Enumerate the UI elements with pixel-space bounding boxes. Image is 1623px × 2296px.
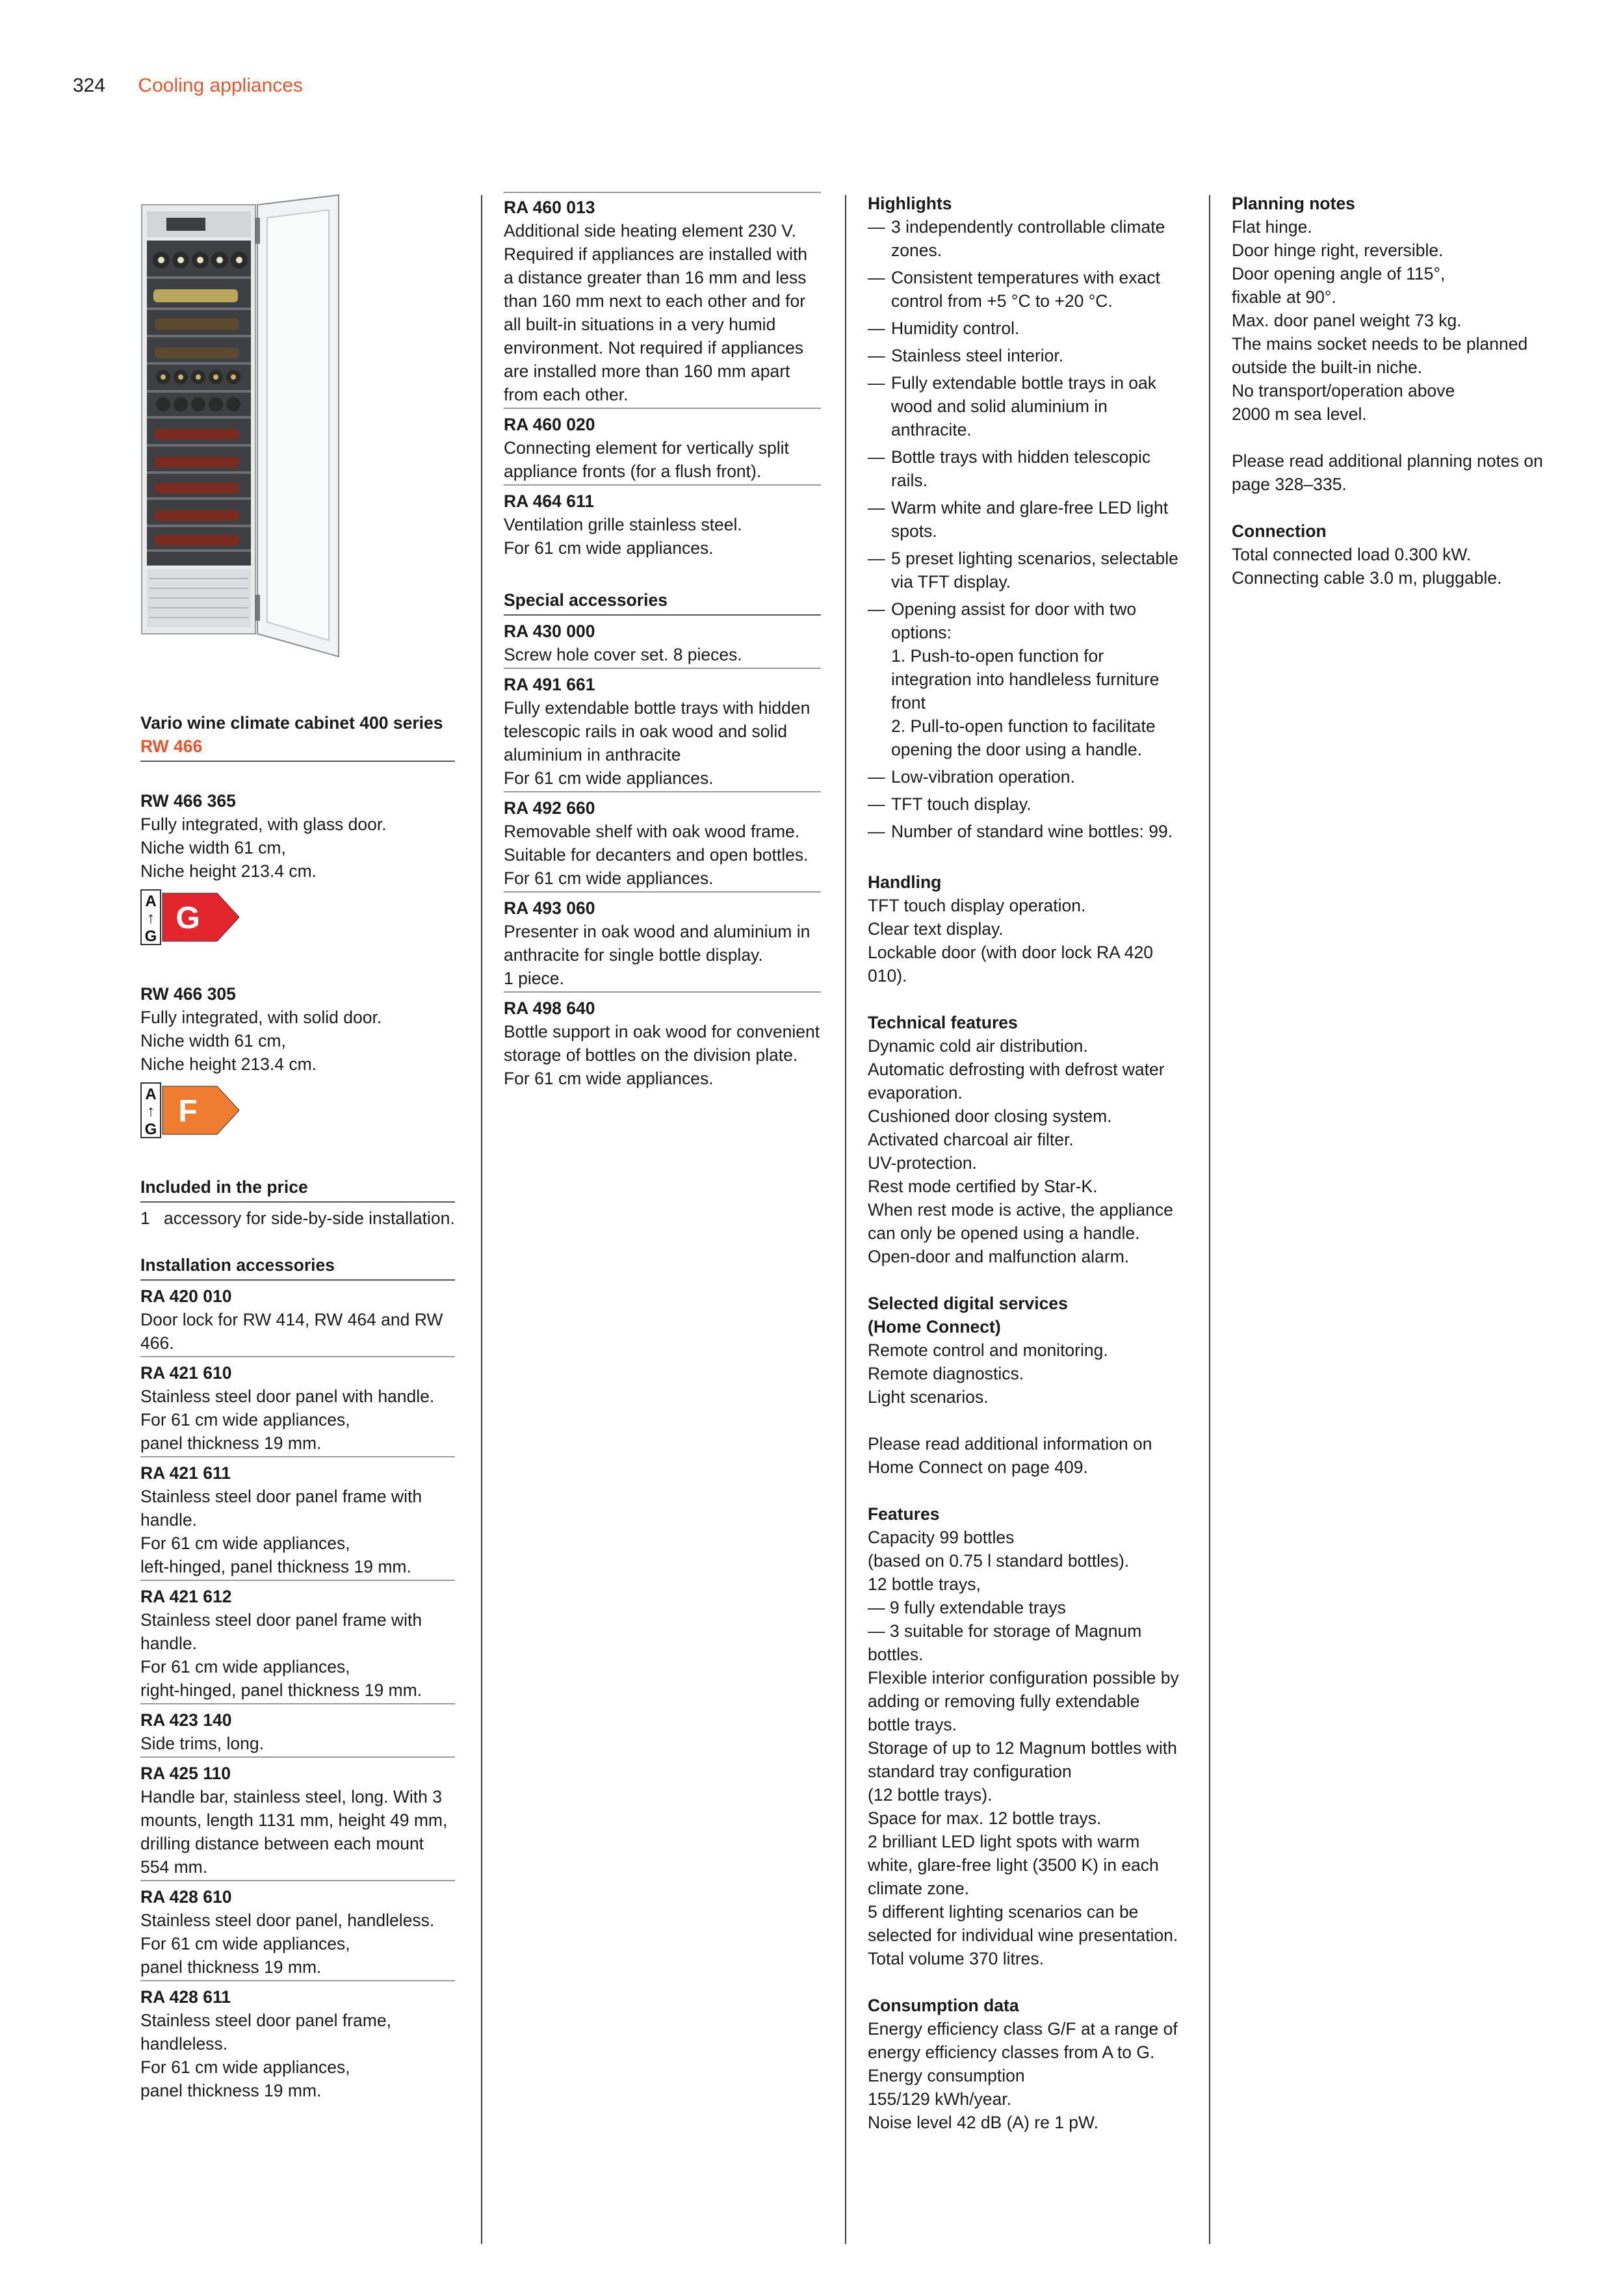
accessory-description: panel thickness 19 mm. xyxy=(140,1433,322,1453)
accessory-code: RA 493 060 xyxy=(504,898,595,918)
accessory-description: left-hinged, panel thickness 19 mm. xyxy=(140,1557,411,1576)
column-4 xyxy=(1232,192,1557,590)
energy-scale-arrow: ↑ xyxy=(147,909,155,927)
variant-line: Niche height 213.4 cm. xyxy=(140,861,317,881)
accessory-description: Additional side heating element 230 V. Required if appliances are installed with a distance greater than 16 mm and less than 160 mm next to each other and for all built-in situations in a very humid environment. Not required if appliances are installed more than 160 mm apart from each other. xyxy=(504,221,807,404)
energy-class-letter: F xyxy=(178,1094,198,1128)
features-heading: Features xyxy=(868,1504,940,1524)
page-header xyxy=(73,73,303,99)
highlight-text: 2. Pull-to-open function to facilitate opening the door using a handle. xyxy=(891,716,1156,759)
accessory-code: RA 460 013 xyxy=(504,198,595,217)
column-2 xyxy=(504,192,821,1095)
highlight-item xyxy=(868,496,1185,543)
text-line: UV-protection. xyxy=(868,1153,977,1173)
dash-bullet-icon: — xyxy=(868,346,885,365)
accessory-code: RA 430 000 xyxy=(504,621,595,641)
text-line: TFT touch display operation. xyxy=(868,896,1086,915)
accessory-item xyxy=(504,796,821,893)
accessory-item xyxy=(504,620,821,669)
accessory-description: Side trims, long. xyxy=(140,1734,264,1753)
text-line: (based on 0.75 l standard bottles). xyxy=(868,1551,1130,1571)
included-item xyxy=(140,1207,455,1230)
accessory-description: panel thickness 19 mm. xyxy=(140,2081,322,2100)
text-line: Max. door panel weight 73 kg. xyxy=(1232,311,1462,330)
accessory-description: Handle bar, stainless steel, long. With 3 mounts, length 1131 mm, height 49 mm, drilling distance between each mount 554 mm. xyxy=(140,1787,448,1877)
highlight-item xyxy=(868,266,1185,313)
accessory-description: Stainless steel door panel with handle. xyxy=(140,1387,435,1406)
text-line: Flat hinge. xyxy=(1232,217,1312,237)
accessory-item xyxy=(140,1885,455,1981)
connection-heading: Connection xyxy=(1232,521,1327,541)
accessory-description: Stainless steel door panel frame with handle. xyxy=(140,1487,422,1530)
highlight-text: TFT touch display. xyxy=(891,794,1032,814)
dash-bullet-icon: — xyxy=(868,549,885,568)
accessory-description: For 61 cm wide appliances, xyxy=(140,1657,350,1676)
accessory-item xyxy=(504,196,821,409)
accessory-item xyxy=(140,1985,455,2104)
column-divider xyxy=(1209,195,1210,2244)
accessory-item xyxy=(504,673,821,792)
product-model: RW 466 xyxy=(140,735,455,762)
text-line: Flexible interior configuration possible by adding or removing fully extendable bottle trays. xyxy=(868,1668,1179,1734)
digital-subheading: (Home Connect) xyxy=(868,1317,1001,1337)
accessory-code: RA 492 660 xyxy=(504,798,595,818)
text-line: Remote diagnostics. xyxy=(868,1364,1024,1383)
consumption-heading: Consumption data xyxy=(868,1996,1019,2015)
text-line: Cushioned door closing system. xyxy=(868,1106,1112,1126)
highlight-item xyxy=(868,344,1185,367)
accessory-item xyxy=(140,1585,455,1704)
accessory-description: Ventilation grille stainless steel. xyxy=(504,515,742,534)
accessory-description: For 61 cm wide appliances. xyxy=(504,868,714,888)
text-line: Rest mode certified by Star-K. xyxy=(868,1177,1098,1196)
text-line: Storage of up to 12 Magnum bottles with standard tray configuration xyxy=(868,1738,1177,1781)
highlight-text: 3 independently controllable climate zones. xyxy=(891,217,1165,260)
special-list xyxy=(504,620,821,1091)
variant-solid-door xyxy=(140,982,455,1164)
accessory-code: RA 491 661 xyxy=(504,675,595,694)
accessory-description: Removable shelf with oak wood frame. Suitable for decanters and open bottles. xyxy=(504,822,809,865)
energy-scale-arrow: ↑ xyxy=(147,1102,155,1120)
highlight-text: Opening assist for door with two options: xyxy=(891,599,1137,642)
column-1 xyxy=(140,192,455,2107)
highlight-item xyxy=(868,317,1185,340)
energy-scale-top: A xyxy=(145,1086,157,1103)
highlight-item xyxy=(868,820,1185,843)
digital-heading: Selected digital services xyxy=(868,1294,1068,1313)
installation-cont-list xyxy=(504,196,821,561)
page-number: 324 xyxy=(73,75,106,96)
text-line: Activated charcoal air filter. xyxy=(868,1130,1074,1149)
variant-line: Fully integrated, with solid door. xyxy=(140,1008,382,1027)
accessory-description: Fully extendable bottle trays with hidden telescopic rails in oak wood and solid aluminium in anthracite xyxy=(504,698,811,764)
accessory-description: Stainless steel door panel frame with handle. xyxy=(140,1610,422,1653)
accessory-description: For 61 cm wide appliances, xyxy=(140,1533,350,1553)
dash-bullet-icon: — xyxy=(868,822,885,841)
text-line: Open-door and malfunction alarm. xyxy=(868,1247,1130,1266)
accessory-description: For 61 cm wide appliances. xyxy=(504,768,714,788)
energy-class-label-f xyxy=(140,1082,244,1138)
text-line: Door hinge right, reversible. xyxy=(1232,241,1444,260)
text-line: 5 different lighting scenarios can be selected for individual wine presentation. xyxy=(868,1902,1178,1945)
accessory-code: RA 420 010 xyxy=(140,1286,232,1306)
included-item-text: accessory for side-by-side installation. xyxy=(164,1208,455,1228)
accessory-description: Presenter in oak wood and aluminium in anthracite for single bottle display. xyxy=(504,922,811,965)
accessory-code: RA 421 611 xyxy=(140,1463,231,1483)
highlight-text: 1. Push-to-open function for integration into handleless furniture front xyxy=(891,646,1160,712)
dash-bullet-icon: — xyxy=(868,373,885,393)
included-heading: Included in the price xyxy=(140,1175,455,1203)
accessory-code: RA 421 610 xyxy=(140,1363,232,1383)
text-line: No transport/operation above xyxy=(1232,381,1455,400)
accessory-description: For 61 cm wide appliances, xyxy=(140,1934,350,1953)
highlight-item xyxy=(868,765,1185,789)
handling-text xyxy=(868,894,1185,987)
energy-scale-top: A xyxy=(145,893,157,910)
included-item-count: 1 xyxy=(140,1208,150,1228)
technical-text xyxy=(868,1034,1185,1268)
product-title: Vario wine climate cabinet 400 series xyxy=(140,713,443,733)
text-line: 2000 m sea level. xyxy=(1232,404,1367,424)
accessory-description: Door lock for RW 414, RW 464 and RW 466. xyxy=(140,1310,443,1353)
accessory-item xyxy=(504,896,821,993)
digital-text xyxy=(868,1338,1185,1409)
variant-line: Niche width 61 cm, xyxy=(140,838,286,857)
accessory-description: Connecting element for vertically split appliance fronts (for a flush front). xyxy=(504,438,789,481)
column-divider xyxy=(845,195,846,2244)
text-line: fixable at 90°. xyxy=(1232,287,1336,307)
highlight-text: 5 preset lighting scenarios, selectable via TFT display. xyxy=(891,549,1178,592)
accessory-description: Screw hole cover set. 8 pieces. xyxy=(504,645,742,664)
accessory-code: RA 464 611 xyxy=(504,491,594,511)
accessory-item xyxy=(140,1361,455,1457)
highlight-text: Humidity control. xyxy=(891,319,1020,338)
accessory-item xyxy=(140,1762,455,1881)
accessory-description: panel thickness 19 mm. xyxy=(140,1957,322,1977)
highlight-text: Fully extendable bottle trays in oak wood and solid aluminium in anthracite. xyxy=(891,373,1157,439)
highlight-text: Bottle trays with hidden telescopic rails. xyxy=(891,447,1151,490)
accessory-code: RA 425 110 xyxy=(140,1764,231,1783)
dash-bullet-icon: — xyxy=(868,217,885,237)
highlights-heading: Highlights xyxy=(868,194,952,213)
accessory-item xyxy=(504,413,821,486)
highlight-item xyxy=(868,792,1185,816)
wine-cabinet-image xyxy=(140,192,342,660)
planning-heading: Planning notes xyxy=(1232,194,1355,213)
highlight-item xyxy=(868,371,1185,441)
text-line: Remote control and monitoring. xyxy=(868,1340,1108,1360)
variant-line: Niche height 213.4 cm. xyxy=(140,1054,317,1074)
dash-bullet-icon: — xyxy=(868,447,885,467)
variant-code: RW 466 305 xyxy=(140,984,236,1004)
variant-code: RW 466 365 xyxy=(140,791,236,811)
highlight-text: Stainless steel interior. xyxy=(891,346,1064,365)
accessory-code: RA 428 610 xyxy=(140,1887,232,1907)
text-line: Energy efficiency class G/F at a range of energy efficiency classes from A to G. xyxy=(868,2019,1178,2062)
text-line: The mains socket needs to be planned outside the built-in niche. xyxy=(1232,334,1528,377)
dash-bullet-icon: — xyxy=(868,268,885,287)
text-line: (12 bottle trays). xyxy=(868,1785,993,1805)
highlight-text: Low-vibration operation. xyxy=(891,767,1075,787)
accessory-item xyxy=(504,489,821,561)
dash-bullet-icon: — xyxy=(868,794,885,814)
text-line: Total volume 370 litres. xyxy=(868,1949,1045,1968)
accessory-item xyxy=(140,1461,455,1581)
technical-heading: Technical features xyxy=(868,1013,1018,1032)
accessory-code: RA 423 140 xyxy=(140,1710,232,1730)
energy-scale-bottom: G xyxy=(144,928,157,945)
highlight-item xyxy=(868,215,1185,262)
text-line: Space for max. 12 bottle trays. xyxy=(868,1808,1102,1828)
highlights-list xyxy=(868,215,1185,843)
highlight-item xyxy=(868,547,1185,594)
energy-class-label-g xyxy=(140,889,244,945)
text-line: Total connected load 0.300 kW. xyxy=(1232,545,1472,564)
energy-scale-bottom: G xyxy=(144,1121,157,1138)
text-line: Capacity 99 bottles xyxy=(868,1528,1015,1547)
accessory-code: RA 421 612 xyxy=(140,1587,232,1606)
text-line: — 9 fully extendable trays xyxy=(868,1598,1066,1617)
special-heading: Special accessories xyxy=(504,588,821,616)
column-3 xyxy=(868,192,1185,2134)
text-line: Light scenarios. xyxy=(868,1387,989,1407)
dash-bullet-icon: — xyxy=(868,767,885,787)
text-line: Connecting cable 3.0 m, pluggable. xyxy=(1232,568,1502,588)
text-line: Door opening angle of 115°, xyxy=(1232,264,1446,283)
text-line: 2 brilliant LED light spots with warm white, glare-free light (3500 K) in each climate zone. xyxy=(868,1832,1159,1898)
highlight-item xyxy=(868,445,1185,492)
variant-glass-door xyxy=(140,789,455,971)
accessory-description: Bottle support in oak wood for convenient storage of bottles on the division plate. xyxy=(504,1022,820,1065)
accessory-code: RA 460 020 xyxy=(504,415,595,434)
handling-heading: Handling xyxy=(868,872,942,892)
accessory-item xyxy=(504,997,821,1091)
dash-bullet-icon: — xyxy=(868,319,885,338)
dash-bullet-icon: — xyxy=(868,498,885,517)
variant-line: Niche width 61 cm, xyxy=(140,1031,286,1050)
highlight-item xyxy=(868,597,1185,761)
dash-bullet-icon: — xyxy=(868,599,885,619)
planning-text xyxy=(1232,215,1557,426)
planning-note: Please read additional planning notes on page 328–335. xyxy=(1232,451,1543,494)
accessory-description: Stainless steel door panel frame, handleless. xyxy=(140,2011,391,2054)
text-line: When rest mode is active, the appliance can only be opened using a handle. xyxy=(868,1200,1173,1243)
text-line: 12 bottle trays, xyxy=(868,1574,981,1594)
accessory-description: Stainless steel door panel, handleless. xyxy=(140,1911,435,1930)
accessory-description: 1 piece. xyxy=(504,969,564,988)
consumption-text xyxy=(868,2017,1185,2134)
accessory-description: right-hinged, panel thickness 19 mm. xyxy=(140,1680,422,1700)
accessory-code: RA 428 611 xyxy=(140,1987,231,2007)
highlight-text: Number of standard wine bottles: 99. xyxy=(891,822,1173,841)
accessory-code: RA 498 640 xyxy=(504,998,595,1018)
features-text xyxy=(868,1526,1185,1970)
text-line: Energy consumption xyxy=(868,2066,1025,2085)
installation-heading: Installation accessories xyxy=(140,1253,455,1281)
accessory-description: For 61 cm wide appliances, xyxy=(140,2057,350,2077)
text-line: Noise level 42 dB (A) re 1 pW. xyxy=(868,2113,1098,2132)
column-divider xyxy=(481,195,482,2244)
energy-class-letter: G xyxy=(175,901,200,935)
highlight-text: Warm white and glare-free LED light spots. xyxy=(891,498,1169,541)
text-line: — 3 suitable for storage of Magnum bottles. xyxy=(868,1621,1142,1664)
variant-line: Fully integrated, with glass door. xyxy=(140,815,387,834)
accessory-description: For 61 cm wide appliances, xyxy=(140,1410,350,1429)
text-line: 155/129 kWh/year. xyxy=(868,2089,1011,2109)
highlight-text: Consistent temperatures with exact control from +5 °C to +20 °C. xyxy=(891,268,1160,311)
text-line: Dynamic cold air distribution. xyxy=(868,1036,1088,1056)
digital-note: Please read additional information on Home Connect on page 409. xyxy=(868,1434,1152,1477)
text-line: Automatic defrosting with defrost water evaporation. xyxy=(868,1060,1165,1102)
accessory-description: For 61 cm wide appliances. xyxy=(504,538,714,558)
accessory-description: For 61 cm wide appliances. xyxy=(504,1069,714,1088)
accessory-item xyxy=(140,1285,455,1357)
text-line: Clear text display. xyxy=(868,919,1004,939)
connection-text xyxy=(1232,543,1557,590)
text-line: Lockable door (with door lock RA 420 010). xyxy=(868,943,1153,985)
accessory-item xyxy=(140,1708,455,1758)
section-name: Cooling appliances xyxy=(138,75,303,96)
installation-list xyxy=(140,1285,455,2104)
